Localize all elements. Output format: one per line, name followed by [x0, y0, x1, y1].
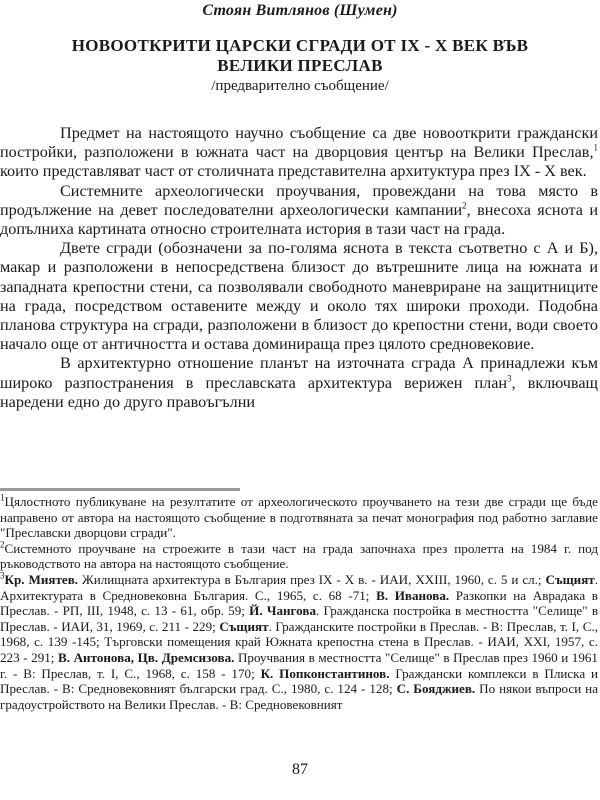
- ref-author: В. Иванова.: [376, 587, 450, 603]
- footnote-ref-2[interactable]: 2: [462, 200, 467, 211]
- footnote-ref-1[interactable]: 1: [593, 142, 598, 153]
- article-title: [0, 36, 600, 76]
- paragraph-2: Системните археологически проучвания, провеждани на това място в продължение на девет последователни археологически кампании$^2$, внесоха яснота и допълниха картината относно строителната история в тази част на града.: [0, 181, 598, 239]
- body-text: [0, 124, 598, 412]
- ref-author: Същият: [545, 571, 595, 587]
- author-line: Стоян Витлянов (Шумен): [202, 2, 398, 19]
- footnotes: [0, 494, 598, 712]
- paragraph-4: В архитектурно отношение планът на източната сграда А принадлежи към широко разпостранения в преславската архитектура верижен план$^3$, включващ наредени едно до друго правоъгълни: [0, 354, 598, 411]
- ref-author: В. Антонова, Цв. Дремсизова.: [58, 649, 235, 665]
- title-line-1: НОВООТКРИТИ ЦАРСКИ СГРАДИ ОТ IX - X ВЕК ВЪВ: [71, 36, 529, 55]
- ref-author: Същият: [219, 618, 269, 634]
- footnote-ref-3[interactable]: 3: [507, 373, 512, 384]
- footnote-separator: [0, 488, 240, 491]
- ref-author: К. Попконстантинов.: [260, 665, 390, 681]
- page-number: 87: [292, 761, 308, 778]
- ref-author: С. Бояджиев.: [396, 681, 476, 697]
- paragraph-1: Предмет на настоящото научно съобщение са две новооткрити граждански постройки, разположени в южната част на дворцовия център на Велики Преслав,$^1$ които представляват част от столичната представителна архитуктура през IX - X век.: [0, 124, 598, 181]
- ref-author: Кр. Миятев.: [4, 571, 79, 587]
- title-line-2: ВЕЛИКИ ПРЕСЛАВ: [217, 56, 383, 75]
- footnote-3: $^3$Кр. Миятев. Жилищната архитектура в България през IX - X в. - ИАИ, XXIII, 1960, с. 5 и сл.; Същият. Архитектурата в Средновековна България. С., 1965, с. 68 -71; В. Иванова. Разкопки на Аврадака в Преслав. - РП, III, 1948, с. 13 - 61, обр. 59; Й. Чангова. Гражданска постройка в местността "Селище" в Преслав. - ИАИ, 31, 1969, с. 211 - 229; Същият. Гражданските постройки в Преслав. - В: Преслав, т. I, С., 1968, с. 139 -145; Търговски помещения край Южната крепостна стена в Преслав. - ИАИ, XXI, 1957, с. 223 - 291; В. Антонова, Цв. Дремсизова. Проучвания в местността "Селище" в Преслав през 1960 и 1961 г. - В: Преслав, т. I, С., 1968, с. 158 - 170; К. Попконстантинов. Граждански комплекси в Плиска и Преслав. - В: Средновековният български град. С., 1980, с. 124 - 128; С. Бояджиев. По някои въпроси на градоустройството на Велики Преслав. - В: Средновековният: [0, 570, 599, 712]
- ref-author: Й. Чангова: [249, 603, 317, 619]
- footnote-2: $^2$Системното проучване на строежите в тази част на града започнаха през пролетта на 1984 г. под ръководството на автора на настоящото съобщение.: [0, 539, 598, 572]
- footnote-1: $^1$Цялостното публикуване на резултатите от археологическото проучването на тези две сгради ще бъде направено от автора на настоящото съобщение в подготвяната за печат монография под работно заглавие "Преславски дворцови сгради".: [0, 492, 598, 541]
- article-subtitle: /предварително съобщение/: [211, 78, 389, 94]
- paragraph-3: Двете сгради (обозначени за по-голяма яснота в текста съответно с А и Б), макар и разположени в непосредствена близост до вътрешните лица на южната и западната крепостни стени, са позволявали свободното маневриране на защитниците на града, посредством оставените между и около тях широки проходи. Подобна планова структура на сгради, разположени в близост до крепостни стени, води своето начало още от античността и остава доминираща през цялото средновековие.: [0, 239, 598, 354]
